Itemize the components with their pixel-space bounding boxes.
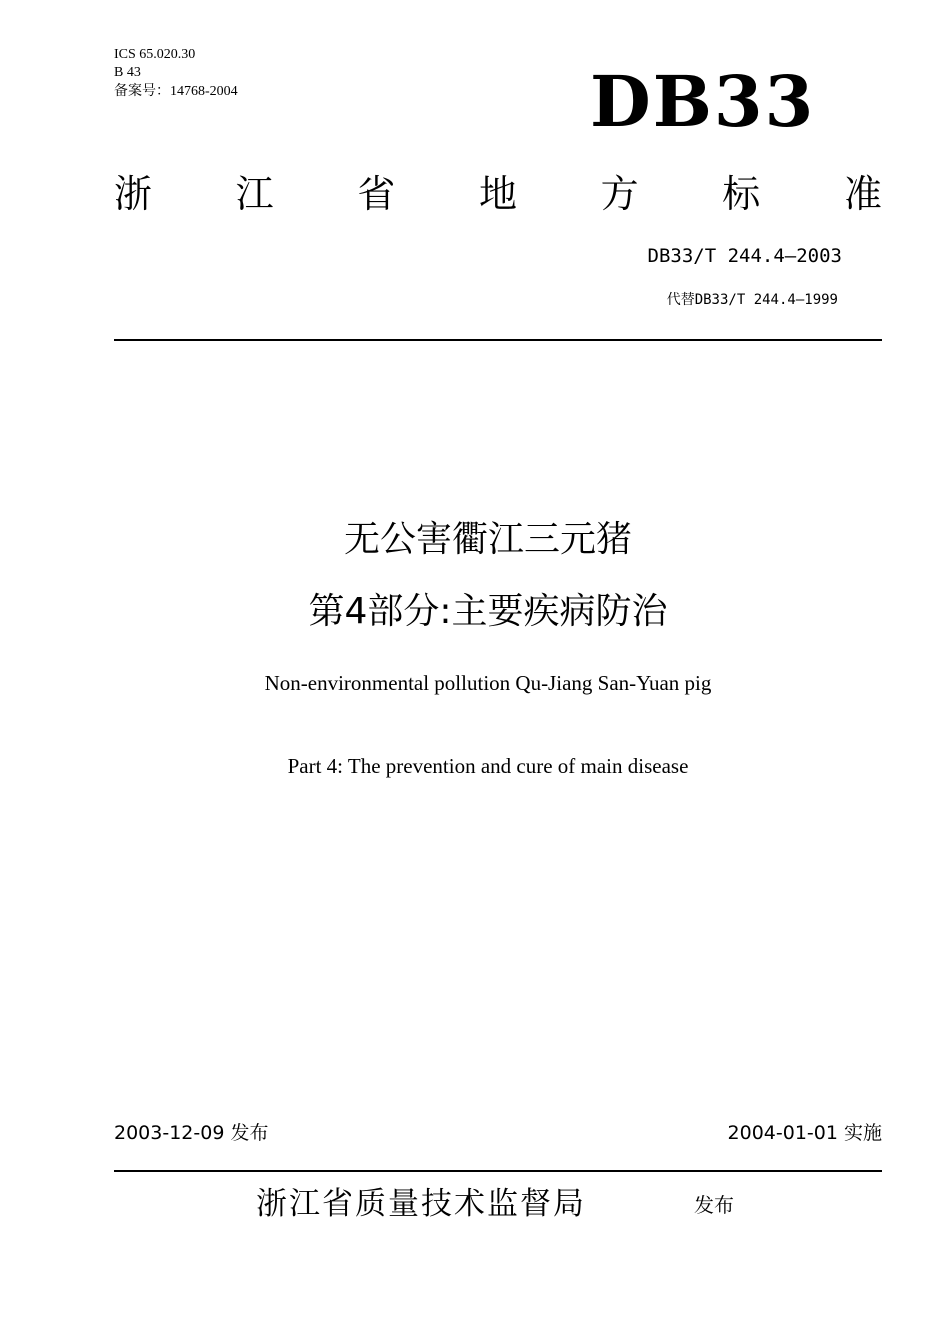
standard-number: DB33/T 244.4—2003 xyxy=(647,245,842,267)
standard-type-char: 浙 xyxy=(114,172,153,216)
ics-code: ICS 65.020.30 xyxy=(114,47,196,62)
record-number: 备案号：14768-2004 xyxy=(114,84,238,99)
english-title-line1: Non-environmental pollution Qu-Jiang San-Yuan pig xyxy=(264,671,712,695)
ccs-code: B 43 xyxy=(114,65,141,80)
implementation-date: 2004-01-01 实施 xyxy=(727,1122,882,1144)
english-title-line2: Part 4: The prevention and cure of main disease xyxy=(287,754,689,778)
document-title-line1: 无公害衢江三元猪 xyxy=(343,519,632,560)
standard-type-title xyxy=(114,170,882,218)
standard-code-mark: DB33 xyxy=(590,60,816,143)
standard-type-char: 标 xyxy=(722,172,761,216)
standard-type-char: 地 xyxy=(478,172,517,216)
issuing-authority: 浙江省质量技术监督局 xyxy=(256,1186,586,1222)
document-title-line2: 第4部分:主要疾病防治 xyxy=(308,591,668,632)
standard-type-char: 省 xyxy=(357,172,396,216)
issue-date: 2003-12-09 发布 xyxy=(114,1122,269,1144)
standard-type-char: 江 xyxy=(235,172,274,216)
bottom-divider xyxy=(114,1170,882,1172)
top-divider xyxy=(114,339,882,341)
replaced-standard: 代替DB33/T 244.4—1999 xyxy=(666,292,838,308)
standard-type-char: 方 xyxy=(600,172,639,216)
issue-label: 发布 xyxy=(694,1193,734,1217)
standard-type-char: 准 xyxy=(843,172,882,216)
